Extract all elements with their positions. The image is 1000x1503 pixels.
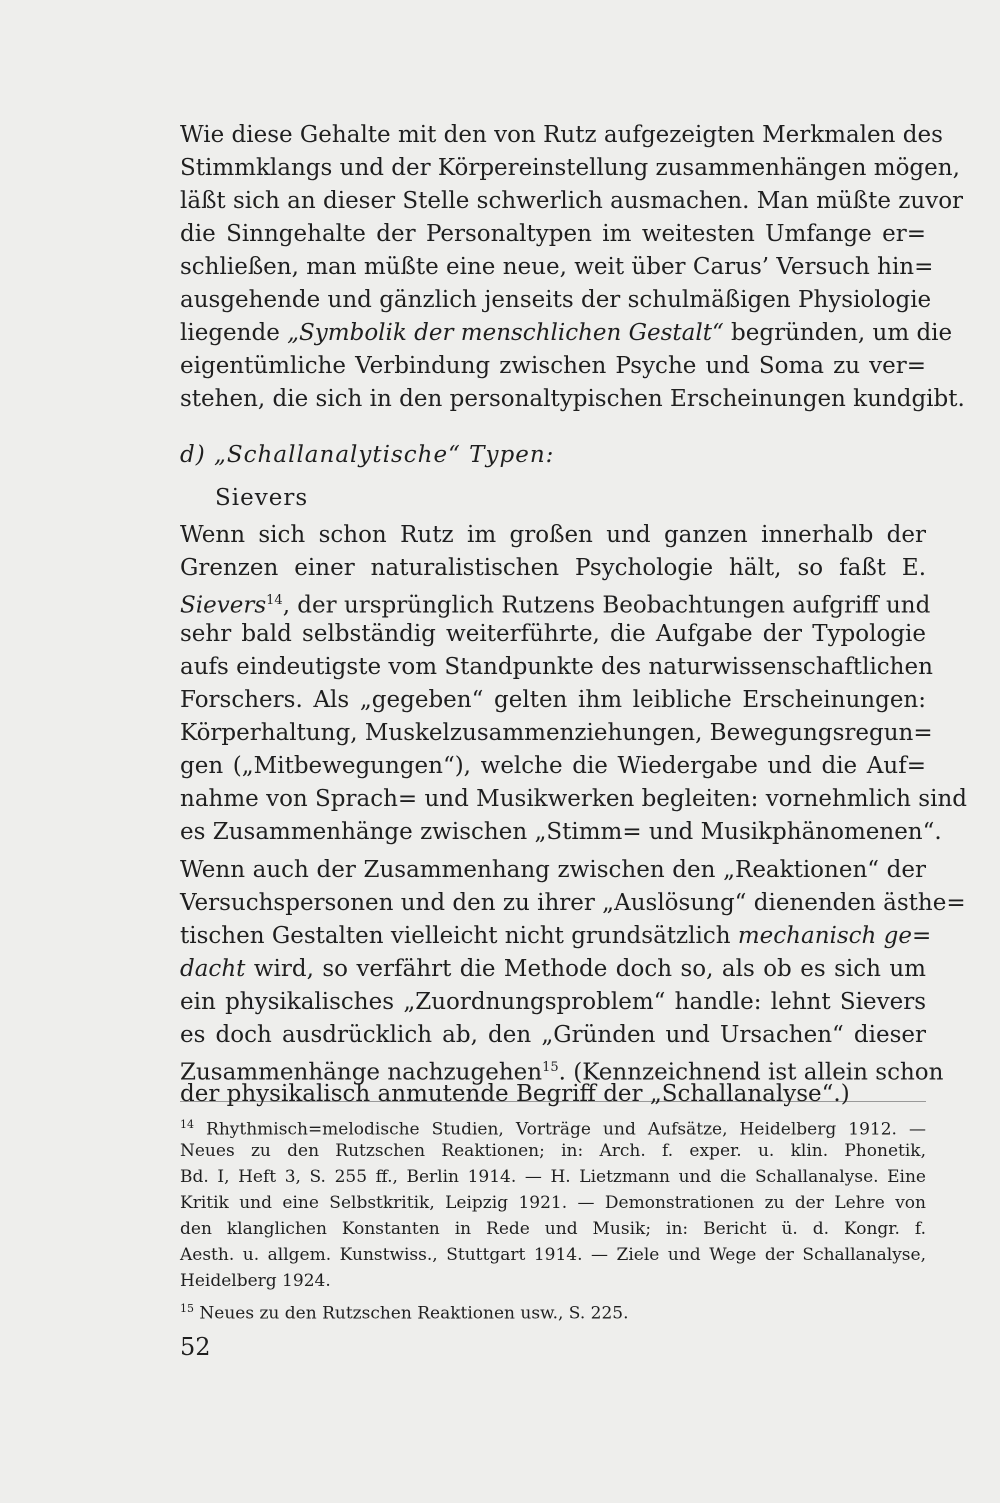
text-line: Wenn sich schon Rutz im großen und ganzen innerhalb der (180, 522, 926, 548)
text-segment: liegende (180, 320, 288, 346)
footnote-line: Neues zu den Rutzschen Reaktionen; in: Arch. f. exper. u. klin. Phonetik, (180, 1141, 926, 1161)
text-line: Körperhaltung, Muskelzusammenziehungen, Bewegungsregun= (180, 720, 933, 746)
footnote-number: 14 (180, 1118, 194, 1131)
footnote-text: Rhythmisch=melodische Studien, Vorträge und Aufsätze, Heidelberg 1912. — (194, 1119, 926, 1140)
text-line: die Sinngehalte der Personaltypen im weitesten Umfange er= (180, 221, 926, 247)
text-line: eigentümliche Verbindung zwischen Psyche und Soma zu ver= (180, 353, 926, 379)
text-line (180, 954, 926, 984)
footnote-line (180, 1297, 926, 1324)
text-segment: begründen, um die (723, 320, 953, 346)
text-line: Wie diese Gehalte mit den von Rutz aufgezeigten Merkmalen des (180, 122, 943, 148)
section-heading: d) „Schallanalytische“ Typen: (180, 442, 555, 468)
text-line: sehr bald selbständig weiterführte, die Aufgabe der Typologie (180, 621, 926, 647)
footnote-line: Kritik und eine Selbstkritik, Leipzig 1921. — Demonstrationen zu der Lehre von (180, 1193, 926, 1213)
text-line: ausgehende und gänzlich jenseits der schulmäßigen Physiologie (180, 287, 932, 313)
text-segment: Zusammenhänge nachzugehen (180, 1059, 543, 1086)
text-line: stehen, die sich in den personaltypischen Erscheinungen kundgibt. (180, 386, 965, 412)
text-segment: tischen Gestalten vielleicht nicht grundsätzlich (180, 923, 738, 949)
author-name: Sievers (180, 592, 267, 619)
text-line: Grenzen einer naturalistischen Psychologie hält, so faßt E. (180, 555, 926, 581)
footnote-ref: 14 (266, 593, 283, 608)
subheading: Sievers (215, 485, 309, 511)
text-segment: , der ursprünglich Rutzens Beobachtungen aufgriff und (282, 592, 931, 619)
italic-title: „Symbolik der menschlichen Gestalt“ (287, 320, 724, 346)
footnote-number: 15 (180, 1302, 194, 1315)
text-line: gen („Mitbewegungen“), welche die Wiedergabe und die Auf= (180, 753, 926, 779)
text-segment: . (Kennzeichnend ist allein schon (558, 1059, 944, 1086)
text-line: ein physikalisches „Zuordnungsproblem“ handle: lehnt Sievers (180, 989, 926, 1015)
text-line (180, 318, 953, 348)
text-line: es doch ausdrücklich ab, den „Gründen und Ursachen“ dieser (180, 1022, 926, 1048)
text-line: Stimmklangs und der Körpereinstellung zusammenhängen mögen, (180, 155, 960, 181)
footnote-line: Bd. I, Heft 3, S. 255 ff., Berlin 1914. — H. Lietzmann und die Schallanalyse. Eine (180, 1167, 926, 1187)
footnote-line: Heidelberg 1924. (180, 1271, 331, 1291)
text-line: der physikalisch anmutende Begriff der „Schallanalyse“.) (180, 1081, 850, 1107)
footnote-ref: 15 (542, 1060, 559, 1075)
text-line: Wenn auch der Zusammenhang zwischen den „Reaktionen“ der (180, 857, 926, 883)
text-line: Versuchspersonen und den zu ihrer „Auslösung“ dienenden ästhe= (180, 890, 966, 916)
text-line: aufs eindeutigste vom Standpunkte des naturwissenschaftlichen (180, 654, 933, 680)
text-line: nahme von Sprach= und Musikwerken begleiten: vornehmlich sind (180, 786, 967, 812)
text-segment: wird, so verfährt die Methode doch so, als ob es sich um (245, 956, 926, 982)
text-line: Forschers. Als „gegeben“ gelten ihm leibliche Erscheinungen: (180, 687, 926, 713)
page-number: 52 (180, 1333, 211, 1361)
footnote-text: Neues zu den Rutzschen Reaktionen usw., S. 225. (194, 1303, 629, 1324)
italic-phrase: mechanisch ge= (737, 923, 932, 949)
text-line: schließen, man müßte eine neue, weit über Carus’ Versuch hin= (180, 254, 934, 280)
text-line (180, 586, 931, 619)
footnote-line (180, 1113, 926, 1140)
text-line (180, 921, 932, 951)
footnote-line: den klanglichen Konstanten in Rede und Musik; in: Bericht ü. d. Kongr. f. (180, 1219, 926, 1239)
text-line: läßt sich an dieser Stelle schwerlich ausmachen. Man müßte zuvor (180, 188, 964, 214)
footnote-line: Aesth. u. allgem. Kunstwiss., Stuttgart 1914. — Ziele und Wege der Schallanalyse, (180, 1245, 926, 1265)
text-line: es Zusammenhänge zwischen „Stimm= und Musikphänomenen“. (180, 819, 942, 845)
italic-phrase: dacht (180, 956, 246, 982)
